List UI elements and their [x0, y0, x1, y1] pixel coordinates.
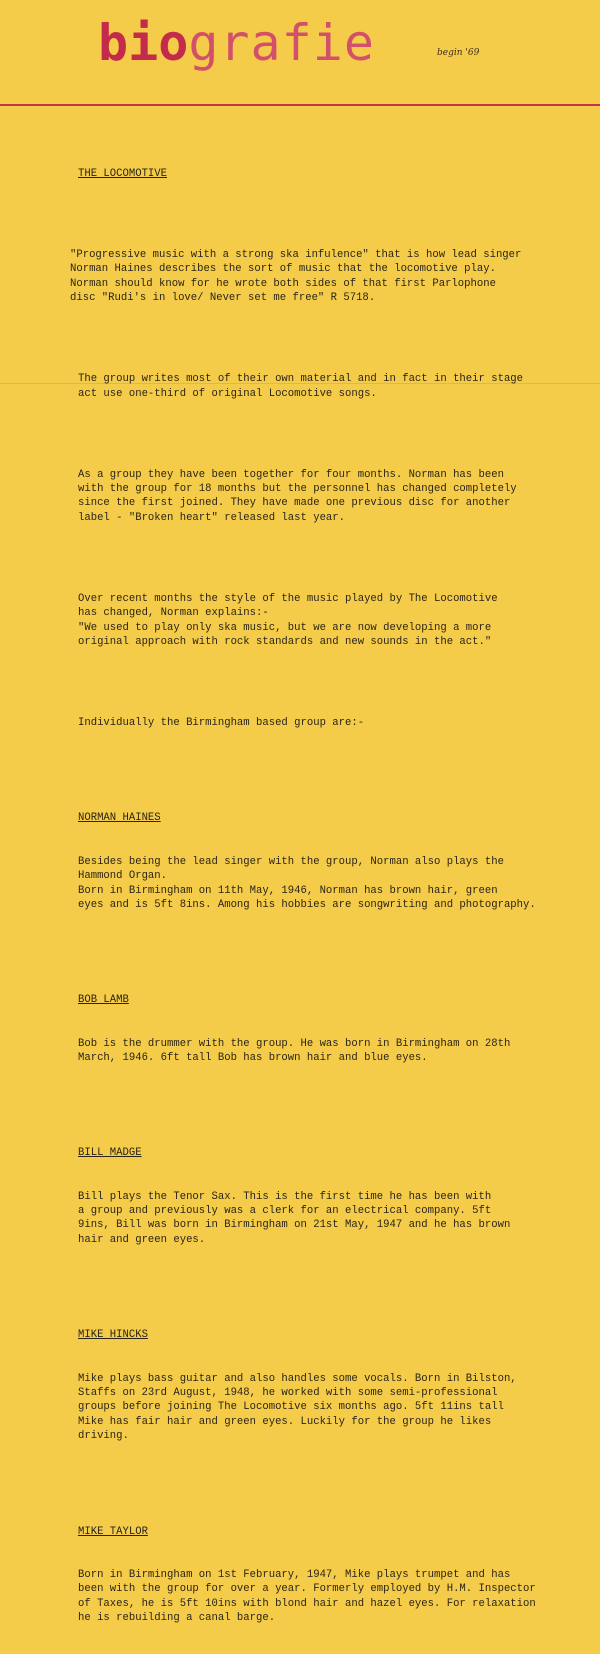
document-title: THE LOCOMOTIVE [78, 167, 168, 180]
member-bio: Bob is the drummer with the group. He was born in Birmingham on 28th March, 1946. 6ft tall Bob has brown hair and blue eyes. [78, 1037, 511, 1064]
handwritten-note: begin '69 [437, 48, 480, 58]
brand-logo [98, 14, 375, 72]
brand-grafie: grafie [188, 14, 375, 72]
member-bio: Besides being the lead singer with the group, Norman also plays the Hammond Organ. Born in Birmingham on 11th May, 1946, Norman has brown hair, green eyes and is 5ft 8ins. Among his hobbies are songwriting and photography. [78, 855, 536, 911]
document-body [70, 138, 593, 1654]
member-name: BILL MADGE [78, 1147, 142, 1160]
paragraph-intro: "Progressive music with a strong ska infulence" that is how lead singer Norman Haines describes the sort of music that the locomotive play. Norman should know for he wrote both sides of that first Parlophone disc "Rudi's in love/ Never set me free" R 5718. [70, 248, 522, 305]
paragraph-style: Over recent months the style of the music played by The Locomotive has changed, Norman explains:- "We used to play only ska music, but we are now developing a more original approach with rock standards and new sounds in the act." [78, 592, 498, 648]
brand-bio: bio [98, 14, 189, 72]
member-bio: Bill plays the Tenor Sax. This is the first time he has been with a group and previously was a clerk for an electrical company. 5ft 9ins, Bill was born in Birmingham on 21st May, 1947 and he has brown hair and green eyes. [78, 1190, 511, 1246]
header-rule [0, 104, 600, 106]
paragraph-members-intro: Individually the Birmingham based group are:- [78, 717, 365, 730]
member-name: BOB LAMB [78, 994, 129, 1007]
paragraph-material: The group writes most of their own material and in fact in their stage act use one-third of original Locomotive songs. [78, 373, 524, 400]
member-bio: Born in Birmingham on 1st February, 1947, Mike plays trumpet and has been with the group for over a year. Formerly employed by H.M. Inspector of Taxes, he is 5ft 10ins with blond hair and hazel eyes. For relaxation he is rebuilding a canal barge. [78, 1568, 536, 1624]
member-name: NORMAN HAINES [78, 812, 161, 825]
member-name: MIKE HINCKS [78, 1329, 148, 1342]
paragraph-history: As a group they have been together for four months. Norman has been with the group for 18 months but the personnel has changed completely since the first joined. They have made one previous disc for another label - "Broken heart" released last year. [78, 468, 517, 524]
member-bio: Mike plays bass guitar and also handles some vocals. Born in Bilston, Staffs on 23rd August, 1948, he worked with some semi-professional groups before joining The Locomotive six months ago. 5ft 11ins tall Mike has fair hair and green eyes. Luckily for the group he likes driving. [78, 1372, 517, 1443]
member-name: MIKE TAYLOR [78, 1525, 148, 1538]
